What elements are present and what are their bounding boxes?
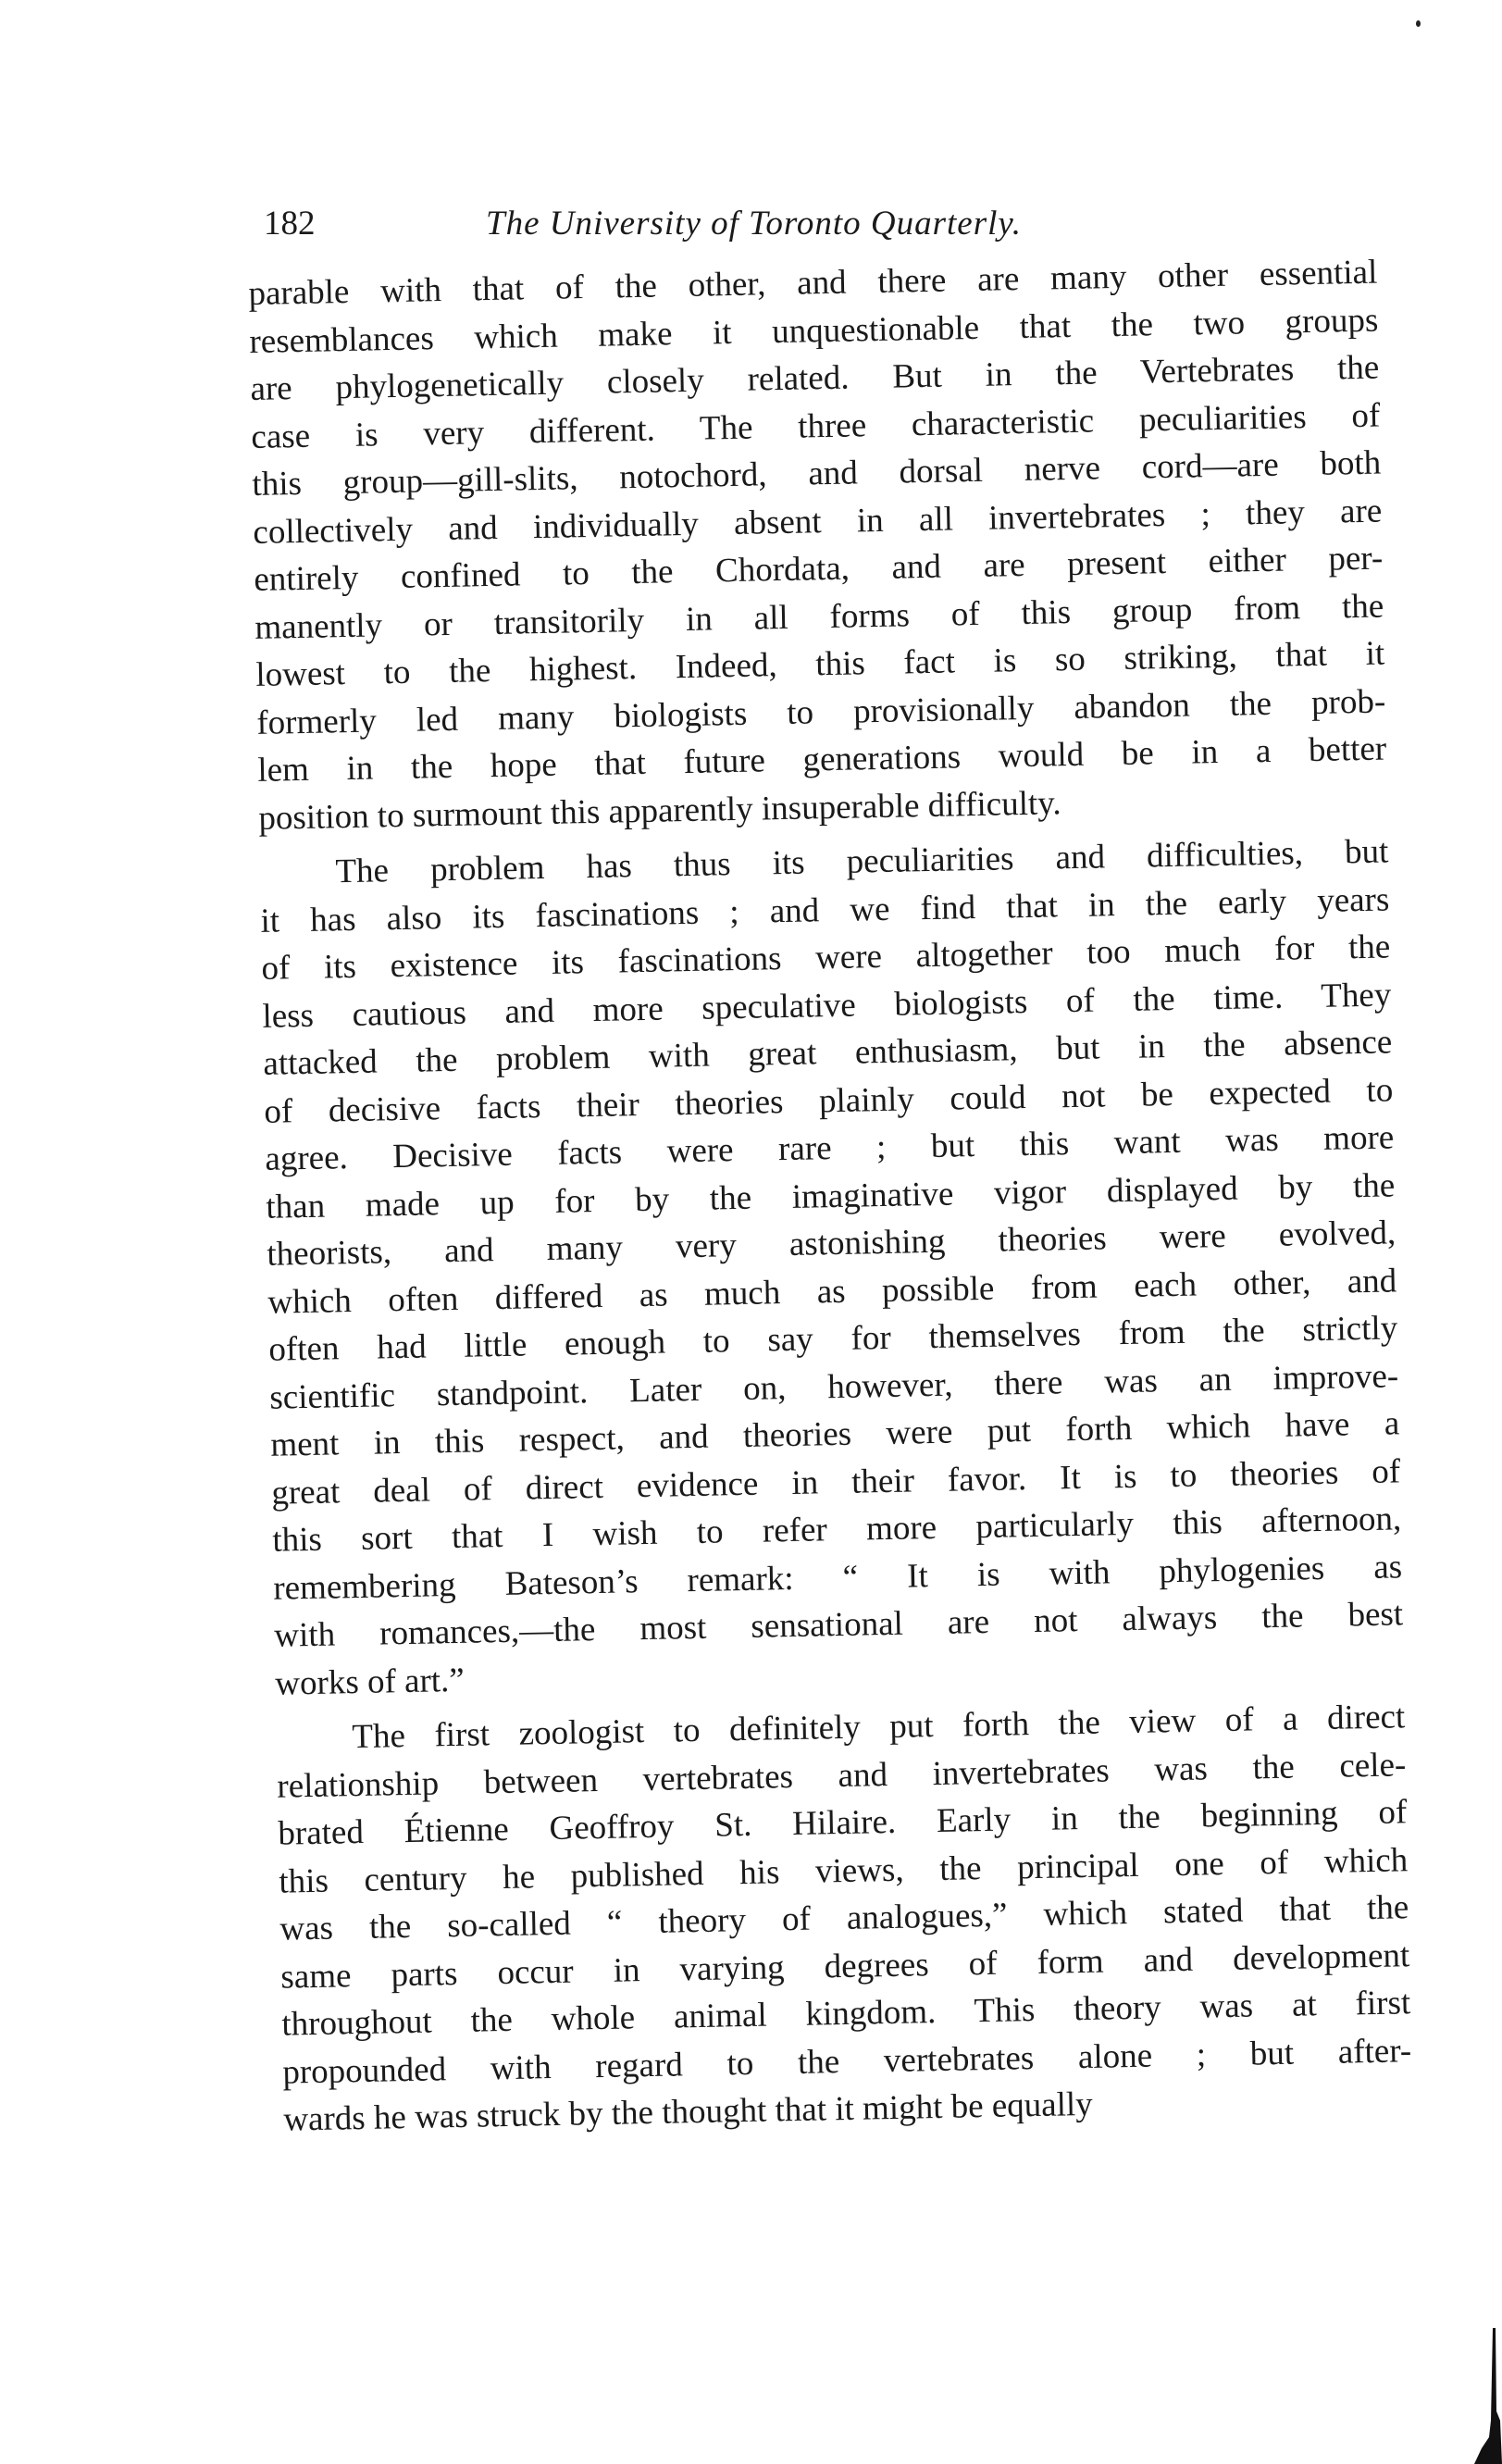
text-line: lowest to the highest. Indeed, this fact is so striking, that it <box>255 634 1385 694</box>
text-line: great deal of direct evidence in their favor. It is to theories of <box>270 1451 1401 1512</box>
text-line: lem in the hope that future generations would be in a better <box>256 729 1387 790</box>
text-line: propounded with regard to the vertebrates alone ; but after- <box>281 2031 1412 2092</box>
text-line: The first zoologist to definitely put forth the view of a direct <box>352 1698 1406 1757</box>
text-line: wards he was struck by the thought that it might be equally <box>282 2084 1094 2139</box>
text-line: less cautious and more speculative biologists of the time. They <box>262 975 1392 1036</box>
page-number: 182 <box>264 205 316 243</box>
text-line: The problem has thus its peculiarities and difficulties, but <box>335 832 1389 891</box>
text-line: relationship between vertebrates and invertebrates was the cele- <box>277 1745 1407 1806</box>
text-line: this sort that I wish to refer more particularly this afternoon, <box>271 1500 1402 1560</box>
text-line: it has also its fascinations ; and we find that in the early years <box>260 879 1390 940</box>
text-line: with romances,—the most sensational are not always the best <box>273 1595 1404 1655</box>
text-line: which often differed as much as possible from each other, and <box>267 1261 1397 1322</box>
text-line: ment in this respect, and theories were put forth which have a <box>269 1404 1400 1464</box>
text-line: works of art.” <box>274 1661 465 1703</box>
text-line: manently or transitorily in all forms of this group from the <box>254 587 1384 647</box>
paragraph <box>276 1693 1413 2144</box>
text-line: of its existence its fascinations were altogether too much for the <box>261 927 1391 988</box>
text-line: of decisive facts their theories plainly could not be expected to <box>264 1070 1394 1131</box>
text-line: brated Étienne Geoffroy St. Hilaire. Early in the beginning of <box>278 1793 1408 1853</box>
paragraph <box>248 249 1388 842</box>
text-line: throughout the whole animal kingdom. This theory was at first <box>280 1984 1411 2044</box>
text-line: scientific standpoint. Later on, however, there was an improve- <box>268 1356 1399 1417</box>
text-line: same parts occur in varying degrees of form and development <box>280 1935 1410 1997</box>
text-line: remembering Bateson’s remark: “ It is with phylogenies as <box>272 1547 1403 1608</box>
text-line: are phylogenetically closely related. But in the Vertebrates the <box>250 348 1380 408</box>
text-line: attacked the problem with great enthusiasm, but in the absence <box>263 1023 1393 1083</box>
text-line: theorists, and many very astonishing theories were evolved, <box>267 1213 1396 1274</box>
page-edge-mark <box>1465 2328 1502 2464</box>
paragraph <box>259 828 1405 1707</box>
text-line: parable with that of the other, and there are many other essential <box>248 253 1378 313</box>
text-line: case is very different. The three characteristic peculiarities of <box>251 396 1381 456</box>
text-line: position to surmount this apparently insuperable difficulty. <box>257 783 1061 838</box>
text-line: often had little enough to say for themselves from the strictly <box>268 1309 1398 1369</box>
text-line: formerly led many biologists to provisionally abandon the prob- <box>255 681 1386 742</box>
text-line: agree. Decisive facts were rare ; but this want was more <box>265 1118 1395 1178</box>
text-line: collectively and individually absent in all invertebrates ; they are <box>253 492 1383 552</box>
text-line: entirely confined to the Chordata, and are present either per- <box>254 539 1384 599</box>
text-line: resemblances which make it unquestionable that the two groups <box>249 301 1379 361</box>
ink-speck <box>1416 20 1421 27</box>
text-line: was the so-called “ theory of analogues,” which stated that the <box>279 1888 1409 1948</box>
running-head <box>264 196 1198 252</box>
body-text <box>248 249 1413 2145</box>
text-line: than made up for by the imaginative vigor displayed by the <box>266 1165 1396 1226</box>
text-line: this group—gill-slits, notochord, and dorsal nerve cord—are both <box>252 443 1382 504</box>
journal-title: The University of Toronto Quarterly. <box>486 205 1023 243</box>
text-line: this century he published his views, the principal one of which <box>279 1840 1409 1901</box>
